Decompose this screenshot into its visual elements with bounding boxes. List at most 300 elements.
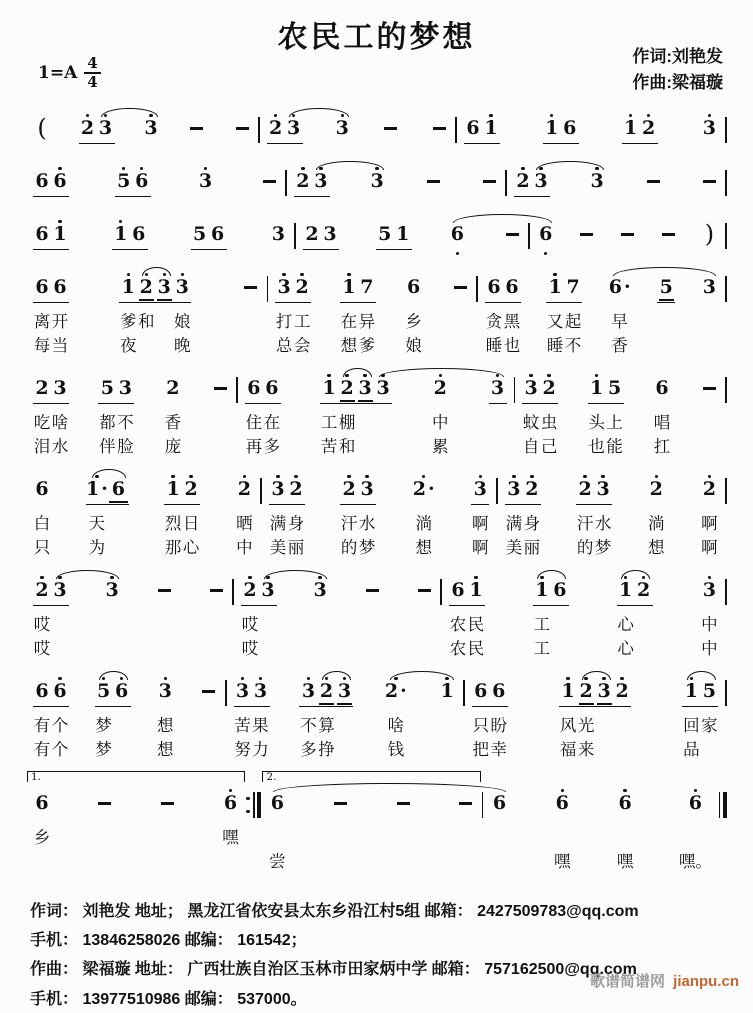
lyric-syllable (200, 738, 218, 762)
note-digit: 2 (433, 377, 447, 399)
measure-row (26, 268, 727, 358)
note-digit (209, 580, 224, 601)
note-digit: 2 (516, 170, 530, 192)
measure (442, 571, 725, 661)
lyrics-row-verse1 (299, 714, 353, 738)
lyrics-row-verse2 (588, 435, 624, 459)
lyric-syllable: 又 (546, 313, 564, 331)
duration-dash (236, 127, 249, 129)
lyric-syllable: 啊 (701, 515, 718, 533)
measure (26, 571, 232, 661)
lyric-syllable: 满 (505, 515, 523, 533)
beam-group (33, 470, 51, 560)
note (211, 369, 229, 402)
lyric-syllable (438, 738, 456, 762)
lyrics-row-verse1 (485, 310, 521, 334)
note (260, 162, 278, 195)
beam-group (233, 109, 251, 151)
note-digit: 3 (261, 579, 275, 601)
measure (26, 369, 236, 459)
note-digit: 1 (114, 223, 128, 245)
lyrics-row-verse1 (241, 613, 277, 637)
note (79, 109, 97, 142)
beam-group (211, 369, 229, 459)
note-digit: 6 (505, 276, 519, 298)
note (133, 162, 151, 195)
beam-group (340, 268, 376, 358)
note-digit: 3 (507, 478, 521, 500)
note (188, 109, 206, 142)
note-digit (189, 118, 204, 139)
note-digit: 3 (175, 276, 189, 298)
beam-group (622, 109, 658, 151)
note-digit: 6 (655, 377, 669, 399)
duration-dash (580, 233, 593, 235)
lyrics-row-verse2 (33, 738, 69, 762)
lyric-syllable (159, 826, 177, 850)
time-signature-bottom: 4 (87, 73, 98, 91)
note (51, 672, 69, 705)
beam-group (457, 784, 475, 874)
beam-group (411, 470, 436, 560)
note (700, 470, 718, 503)
note (119, 268, 137, 301)
key-signature: 1=A (38, 63, 78, 83)
note-digit: 6 (618, 792, 632, 814)
notes-row (553, 784, 571, 817)
beam-group (485, 268, 521, 358)
lyrics-row-verse1 (221, 826, 239, 850)
note-digit: 2 (525, 478, 539, 500)
beam-group (242, 268, 260, 358)
time-signature-top: 4 (84, 56, 100, 74)
lyric-syllable: 和 (338, 438, 356, 456)
lyrics-row-verse2 (383, 738, 408, 762)
lyrics-row-verse2 (576, 536, 612, 560)
score-line (26, 560, 727, 661)
lyric-syllable (457, 826, 475, 850)
notes-row (235, 470, 253, 503)
note (115, 162, 133, 195)
measure-row (26, 571, 727, 661)
lyric-syllable (451, 334, 469, 358)
beam-group (617, 571, 653, 661)
footer-line-lyricist-phone: 手机： 13846258026 邮编： 161542； (30, 932, 307, 950)
beam-group (471, 470, 489, 560)
score-line (26, 661, 727, 762)
note (33, 369, 51, 402)
beam-group (449, 571, 485, 661)
note-digit: 5 (100, 377, 115, 399)
lyric-syllable: 丽 (287, 539, 305, 557)
note (543, 109, 561, 142)
beam-group (405, 268, 423, 358)
note (207, 571, 225, 604)
lyrics-row-verse2 (617, 637, 653, 661)
notes-row (96, 784, 114, 817)
lyrics-row-verse1 (449, 613, 485, 637)
lyric-syllable (657, 334, 675, 358)
duration-dash (202, 690, 215, 692)
measure-row (26, 771, 727, 874)
lyric-syllable: 的 (340, 539, 358, 557)
lyric-syllable (211, 411, 229, 435)
measure (26, 268, 267, 358)
footer-line-composer: 作曲： 梁福璇 地址： 广西壮族自治区玉林市田家炳中学 邮箱： 757162500@qq.com (30, 961, 637, 979)
high-octave-dot-area (702, 162, 717, 171)
beam-group (268, 784, 286, 874)
note (503, 268, 521, 301)
lyric-syllable (657, 310, 675, 334)
note-digit: 6 · (608, 276, 631, 298)
high-octave-dot-area (383, 109, 398, 118)
lyrics-row-verse2 (33, 850, 51, 874)
barline (725, 276, 727, 302)
notes-row (659, 215, 677, 248)
beam-group (700, 571, 718, 661)
lyric-syllable: 美 (505, 539, 523, 557)
note (112, 215, 130, 248)
notes-row (33, 470, 51, 503)
note-digit: 3 (323, 223, 337, 245)
measure (234, 571, 440, 661)
header (0, 0, 753, 98)
lyrics-row-verse1 (682, 714, 718, 738)
notes-row (33, 369, 69, 402)
lyrics-row-verse1 (119, 310, 191, 334)
note-digit: 3 (105, 579, 119, 601)
score (0, 98, 753, 874)
note (449, 571, 467, 604)
note-digit: 6 (555, 792, 569, 814)
note-digit: 6 (539, 223, 553, 245)
lyric-syllable: 水 (51, 438, 69, 456)
lyric-syllable: 农 (449, 640, 467, 658)
lyrics-row-verse1 (363, 613, 381, 637)
lyrics-row-verse1 (700, 512, 718, 536)
beam-group (451, 268, 469, 358)
beam-group (33, 784, 51, 874)
lyric-syllable (155, 310, 173, 334)
barline (725, 377, 727, 403)
note-digit: 3 (98, 117, 113, 139)
lyric-syllable: 啊 (472, 515, 489, 533)
beam-group (382, 109, 400, 151)
lyrics-row-verse2 (411, 536, 436, 560)
duration-dash (483, 180, 496, 182)
note-digit: 6 (688, 792, 702, 814)
beam-group (647, 470, 665, 560)
lyric-syllable: 水 (594, 515, 612, 533)
notes-row (679, 784, 712, 817)
beam-group (700, 268, 718, 358)
footer-line-lyricist: 作词： 刘艳发 地址； 黑龙江省依安县太东乡沿江村5组 邮箱： 2427509783@qq.com (30, 903, 639, 920)
lyrics-row-verse1 (269, 512, 305, 536)
lyrics-row-verse1 (242, 310, 260, 334)
note-digit: 2 (641, 117, 656, 139)
final-barline (719, 792, 727, 818)
notes-row (622, 109, 658, 142)
note (616, 784, 634, 817)
note-digit (426, 171, 441, 192)
notes-row (211, 369, 229, 402)
lyric-syllable (490, 826, 508, 850)
score-line (26, 762, 727, 874)
beam-group (197, 162, 215, 204)
beam-group (320, 369, 392, 459)
lyric-syllable: 在 (263, 414, 281, 432)
lyrics-row-verse2 (159, 850, 177, 874)
note (98, 369, 116, 402)
notes-row (415, 571, 433, 604)
note-digit: 3 (358, 377, 372, 399)
note-digit: 3 (144, 117, 158, 139)
note-digit: 1 (589, 377, 604, 399)
high-octave-dot-area (157, 571, 172, 580)
lyric-syllable: 爹 (120, 313, 137, 331)
beam-group (383, 672, 408, 762)
note-digit: 3 (53, 579, 67, 601)
notes-row (480, 162, 498, 195)
lyric-syllable (113, 738, 131, 762)
high-octave-dot-area (702, 369, 717, 378)
footer-line-composer-phone: 手机： 13977510986 邮编： 537000。 (30, 990, 307, 1008)
slur-tie-arc (582, 671, 611, 680)
lyric-syllable (155, 637, 173, 661)
note-digit: 3 (271, 478, 285, 500)
note-digit (201, 681, 216, 702)
notes-row (33, 162, 69, 195)
note-digit (417, 580, 432, 601)
note (242, 268, 260, 301)
lyric-syllable (33, 850, 51, 874)
notes-row (245, 369, 281, 402)
watermark-site-url: jianpu.cn (673, 973, 739, 990)
lyric-syllable: 哎 (33, 616, 51, 634)
lyrics-row-verse2 (245, 435, 281, 459)
note-digit (661, 224, 676, 245)
beam-group (164, 470, 200, 560)
augmentation-dot: · (101, 478, 108, 500)
note (505, 470, 523, 503)
lyric-syllable: 梦 (95, 741, 112, 759)
note (606, 369, 624, 402)
beam-group (331, 784, 349, 874)
barline (725, 680, 727, 706)
beam-group (679, 784, 712, 874)
lyric-syllable (159, 850, 177, 874)
note (613, 672, 631, 705)
note-digit (333, 793, 348, 814)
lyric-syllable (335, 738, 353, 762)
lyrics-row-verse1 (588, 411, 624, 435)
duration-dash (366, 589, 379, 591)
measure (262, 470, 496, 560)
lyric-syllable: 脸 (117, 438, 134, 456)
high-octave-dot-area (262, 162, 277, 171)
lyric-syllable (356, 411, 374, 435)
lyric-syllable (51, 637, 69, 661)
lyrics-row-verse2 (211, 435, 229, 459)
lyric-syllable: 离 (33, 313, 51, 331)
note-digit: 1 (166, 478, 180, 500)
note-digit: 3 (524, 377, 538, 399)
lyrics-row-verse2 (331, 850, 349, 874)
duration-dash (190, 127, 203, 129)
lyrics-row-verse1 (235, 512, 253, 536)
beam-group (700, 109, 718, 151)
lyrics-row-verse2 (394, 850, 412, 874)
note-digit (97, 793, 112, 814)
lyric-syllable: 水 (358, 515, 376, 533)
lyric-syllable (113, 714, 131, 738)
lyrics-row-verse2 (647, 536, 665, 560)
notes-row (382, 109, 400, 142)
note-digit: 6 (35, 276, 49, 298)
lyric-syllable (551, 637, 569, 661)
lyric-syllable: 心 (617, 616, 634, 634)
duration-dash (459, 802, 472, 804)
notes-row (578, 215, 596, 248)
notes-row (449, 571, 485, 604)
credits (632, 44, 723, 97)
lyrics-row-verse1 (200, 714, 218, 738)
lyrics-row-verse1 (155, 613, 173, 637)
lyrics-row-verse2 (533, 637, 569, 661)
lyric-syllable: 头 (588, 414, 605, 432)
lyric-syllable: 不 (117, 414, 134, 432)
lyrics-row-verse1 (553, 826, 571, 850)
lyric-syllable: 品 (683, 741, 700, 759)
note-digit: 5 (117, 170, 131, 192)
note (33, 784, 51, 817)
lyrics-row-verse2 (700, 637, 718, 661)
note-digit: 1 (548, 276, 562, 298)
lyrics-row-verse2 (431, 435, 449, 459)
augmentation-dot: · (428, 478, 435, 500)
lyric-syllable (489, 411, 507, 435)
note-digit: 6 (210, 223, 225, 245)
note-digit (157, 580, 172, 601)
lyric-syllable: 伴 (99, 438, 116, 456)
lyric-syllable: 丽 (523, 539, 541, 557)
note (252, 672, 270, 705)
beam-group (33, 571, 69, 661)
lyric-syllable (679, 826, 712, 850)
note (522, 369, 540, 402)
lyric-syllable: 想 (340, 337, 358, 355)
beam-group (164, 369, 182, 459)
lyric-syllable (595, 738, 613, 762)
measure (26, 215, 294, 257)
lyric-syllable (394, 826, 412, 850)
note-digit: 6 (53, 680, 67, 702)
lyrics-row-verse2 (155, 637, 173, 661)
notes-row (522, 369, 558, 402)
note (464, 109, 482, 142)
notes-row (647, 470, 665, 503)
lyric-syllable (553, 826, 571, 850)
lyric-syllable: 中 (432, 414, 449, 432)
notes-row (451, 268, 469, 301)
note (221, 784, 239, 817)
duration-dash (506, 233, 519, 235)
lyric-syllable: 开 (51, 313, 69, 331)
lyrics-row-verse1 (159, 826, 177, 850)
note (200, 672, 218, 705)
lyric-syllable: 幸 (490, 741, 508, 759)
lyric-syllable: 上 (606, 414, 623, 432)
note-digit: 3 (287, 117, 301, 139)
measure (515, 369, 725, 459)
note-digit: 2 (35, 579, 49, 601)
note-digit: 6 (247, 377, 261, 399)
note-digit: 5 (192, 223, 207, 245)
note-digit (262, 171, 277, 192)
lyrics-row-verse2 (207, 637, 225, 661)
note-digit: 1 (561, 680, 575, 702)
note-digit: 6 (35, 223, 49, 245)
note (233, 109, 251, 142)
notes-row (164, 369, 182, 402)
duration-dash (214, 387, 227, 389)
lyrics-row-verse2 (241, 637, 277, 661)
lyric-syllable: 个 (51, 717, 69, 735)
notes-row (159, 784, 177, 817)
lyric-syllable (96, 850, 114, 874)
notes-row (33, 268, 69, 301)
note-digit: 2 (166, 377, 180, 399)
lyric-syllable (96, 826, 114, 850)
lyrics-row-verse2 (546, 334, 582, 358)
note-digit: 6 (35, 792, 49, 814)
lyrics-row-verse2 (657, 334, 675, 358)
lyric-syllable: 想 (157, 717, 174, 735)
notes-row (33, 672, 69, 705)
lyric-syllable (490, 850, 508, 874)
lyric-syllable (108, 512, 129, 536)
beam-group (578, 215, 596, 257)
lyric-syllable: 有 (33, 741, 51, 759)
beam-group (415, 571, 433, 661)
beam-group (112, 215, 148, 257)
note (514, 162, 532, 195)
lyric-syllable (489, 435, 507, 459)
note (263, 369, 281, 402)
lyric-syllable: 晚 (174, 337, 191, 355)
beam-group (607, 268, 632, 358)
note (647, 470, 665, 503)
beam-group (156, 672, 174, 762)
lyrics-row-verse2 (96, 850, 114, 874)
note-digit: 6 (466, 117, 480, 139)
notes-row (700, 369, 718, 402)
note-digit: 2 (237, 478, 251, 500)
note-digit: 6 (407, 276, 421, 298)
notes-row (588, 369, 624, 402)
duration-dash (427, 180, 440, 182)
duration-dash (384, 127, 397, 129)
measure (465, 672, 726, 762)
note (471, 470, 489, 503)
note-digit: 2 (80, 117, 95, 139)
note (622, 109, 640, 142)
score-line (26, 151, 727, 204)
lyrics-row-verse2 (98, 435, 134, 459)
beam-group (682, 672, 718, 762)
note-digit (432, 118, 447, 139)
lyrics-row-verse1 (533, 613, 569, 637)
